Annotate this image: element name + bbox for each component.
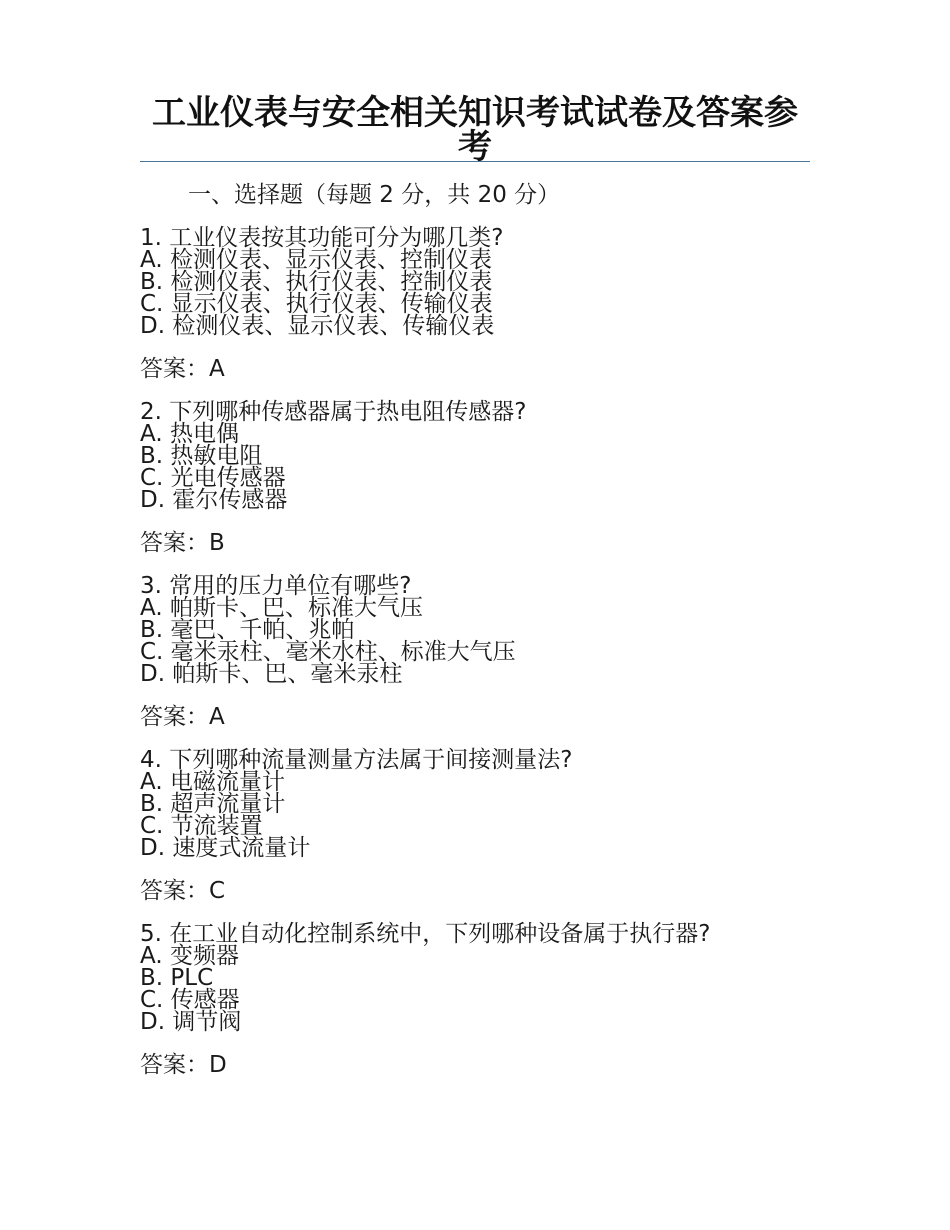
option-c: C. 光电传感器 <box>140 465 286 491</box>
question-stem: 4. 下列哪种流量测量方法属于间接测量法? <box>140 747 573 773</box>
document-title: 工业仪表与安全相关知识考试试卷及答案参考 <box>152 93 798 167</box>
question-stem: 2. 下列哪种传感器属于热电阻传感器? <box>140 399 527 425</box>
question-2 <box>140 401 820 575</box>
answer-line: 答案：C <box>140 878 226 904</box>
option-b: B. 检测仪表、执行仪表、控制仪表 <box>140 269 493 295</box>
question-3 <box>140 575 820 749</box>
option-d: D. 调节阀 <box>140 1009 242 1035</box>
answer-line: 答案：B <box>140 530 225 556</box>
answer-line: 答案：A <box>140 704 225 730</box>
option-c: C. 节流装置 <box>140 813 263 839</box>
option-d: D. 速度式流量计 <box>140 835 311 861</box>
question-stem: 3. 常用的压力单位有哪些? <box>140 573 412 599</box>
question-stem: 1. 工业仪表按其功能可分为哪几类? <box>140 225 504 251</box>
answer-line: 答案：D <box>140 1052 227 1078</box>
question-stem: 5. 在工业自动化控制系统中，下列哪种设备属于执行器? <box>140 921 711 947</box>
option-b: B. PLC <box>140 965 214 991</box>
option-d: D. 霍尔传感器 <box>140 487 288 513</box>
option-a: A. 热电偶 <box>140 421 239 447</box>
question-list <box>140 227 820 1097</box>
option-c: C. 显示仪表、执行仪表、传输仪表 <box>140 291 493 317</box>
option-d: D. 检测仪表、显示仪表、传输仪表 <box>140 313 495 339</box>
option-a: A. 检测仪表、显示仪表、控制仪表 <box>140 247 492 273</box>
option-b: B. 毫巴、千帕、兆帕 <box>140 617 355 643</box>
question-5 <box>140 923 820 1097</box>
option-a: A. 变频器 <box>140 943 239 969</box>
title-underline <box>140 161 810 162</box>
answer-line: 答案：A <box>140 356 225 382</box>
option-c: C. 传感器 <box>140 987 240 1013</box>
option-a: A. 电磁流量计 <box>140 769 285 795</box>
option-d: D. 帕斯卡、巴、毫米汞柱 <box>140 661 403 687</box>
question-1 <box>140 227 820 401</box>
option-a: A. 帕斯卡、巴、标准大气压 <box>140 595 423 621</box>
option-c: C. 毫米汞柱、毫米水柱、标准大气压 <box>140 639 516 665</box>
option-b: B. 热敏电阻 <box>140 443 263 469</box>
option-b: B. 超声流量计 <box>140 791 286 817</box>
section-heading: 一、选择题（每题 2 分，共 20 分） <box>188 182 561 208</box>
question-4 <box>140 749 820 923</box>
